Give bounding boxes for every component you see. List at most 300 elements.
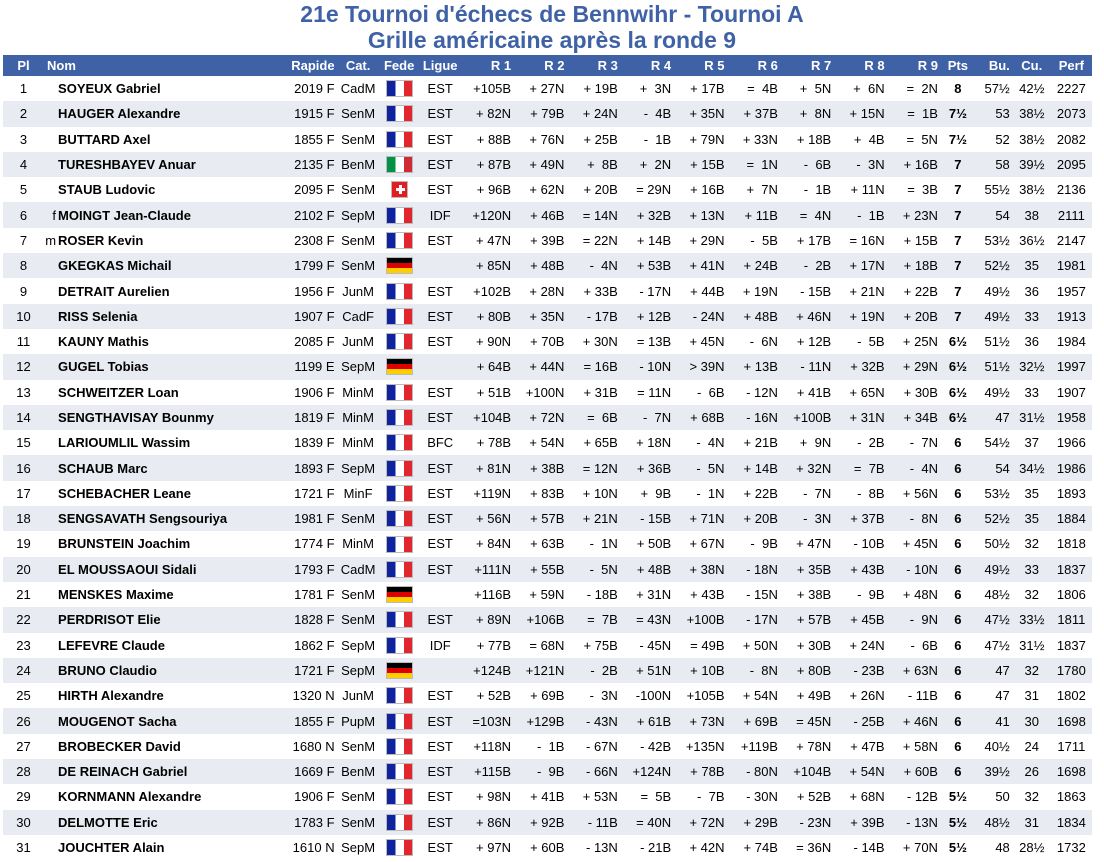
cumulative-cell: 39½	[1013, 152, 1051, 177]
points-cell: 6	[941, 607, 975, 632]
player-name: SOYEUX Gabriel	[58, 81, 161, 97]
round-result-cell: - 24N	[674, 304, 727, 329]
points-cell: 5½	[941, 810, 975, 835]
round-result-cell: - 23B	[834, 658, 887, 683]
title-mark: m	[45, 232, 57, 248]
round-result-cell: + 46B	[514, 202, 567, 227]
germany-flag-icon	[386, 586, 413, 603]
buchholz-cell: 54½	[975, 430, 1013, 455]
round-result-cell: + 21N	[834, 278, 887, 303]
round-result-cell: + 9N	[781, 430, 834, 455]
place-cell: 18	[3, 506, 44, 531]
round-result-cell: + 65B	[567, 430, 620, 455]
round-result-cell: +121N	[514, 658, 567, 683]
cumulative-cell: 42½	[1013, 76, 1051, 101]
round-result-cell: + 9B	[621, 481, 674, 506]
points-cell: 7	[941, 304, 975, 329]
league-cell: EST	[420, 481, 461, 506]
round-result-cell: + 76N	[514, 127, 567, 152]
round-result-cell: + 56N	[888, 481, 941, 506]
table-row	[3, 152, 1092, 177]
federation-cell	[379, 784, 420, 809]
federation-cell	[379, 76, 420, 101]
performance-cell: 1818	[1051, 531, 1092, 556]
round-result-cell: + 88B	[461, 127, 514, 152]
player-name-cell	[44, 734, 278, 759]
round-result-cell: - 17N	[621, 278, 674, 303]
category-cell: SenM	[338, 101, 379, 126]
cumulative-cell: 38½	[1013, 127, 1051, 152]
player-name-cell	[44, 557, 278, 582]
round-result-cell: + 20B	[888, 304, 941, 329]
round-result-cell: + 81N	[461, 455, 514, 480]
buchholz-cell: 51½	[975, 354, 1013, 379]
performance-cell: 1913	[1051, 304, 1092, 329]
round-result-cell: - 3N	[834, 152, 887, 177]
round-result-cell: + 39B	[834, 810, 887, 835]
round-result-cell: - 45N	[621, 633, 674, 658]
cumulative-cell: 28½	[1013, 835, 1051, 860]
buchholz-cell: 54	[975, 202, 1013, 227]
performance-cell: 1806	[1051, 582, 1092, 607]
place-cell: 14	[3, 405, 44, 430]
rating-cell: 1721 F	[278, 658, 338, 683]
column-header: Fede	[379, 55, 420, 76]
place-cell: 7	[3, 228, 44, 253]
performance-cell: 1837	[1051, 633, 1092, 658]
category-cell: JunM	[338, 329, 379, 354]
round-result-cell: + 12B	[621, 304, 674, 329]
round-result-cell: + 12B	[781, 329, 834, 354]
round-result-cell: + 78B	[674, 759, 727, 784]
player-name-cell	[44, 228, 278, 253]
table-row	[3, 810, 1092, 835]
round-result-cell: + 19B	[567, 76, 620, 101]
player-name: LARIOUMLIL Wassim	[58, 435, 191, 451]
round-result-cell: + 29N	[888, 354, 941, 379]
player-name-cell	[44, 708, 278, 733]
round-result-cell: - 11N	[781, 354, 834, 379]
round-result-cell: + 24N	[567, 101, 620, 126]
germany-flag-icon	[386, 358, 413, 375]
round-result-cell: +104B	[461, 405, 514, 430]
round-result-cell: + 65N	[834, 380, 887, 405]
player-name-cell	[44, 582, 278, 607]
round-result-cell: + 11B	[728, 202, 781, 227]
table-row	[3, 202, 1092, 227]
round-result-cell: + 31B	[567, 380, 620, 405]
category-cell: SepM	[338, 835, 379, 860]
league-cell: EST	[420, 810, 461, 835]
round-result-cell: - 8B	[834, 481, 887, 506]
round-result-cell: + 28N	[514, 278, 567, 303]
round-result-cell: + 97N	[461, 835, 514, 860]
buchholz-cell: 53	[975, 101, 1013, 126]
cumulative-cell: 33	[1013, 557, 1051, 582]
table-row	[3, 101, 1092, 126]
federation-cell	[379, 582, 420, 607]
column-header: Pts	[941, 55, 975, 76]
buchholz-cell: 57½	[975, 76, 1013, 101]
round-result-cell: - 42B	[621, 734, 674, 759]
player-name-cell	[44, 481, 278, 506]
player-name-cell	[44, 430, 278, 455]
player-name: HAUGER Alexandre	[58, 106, 181, 122]
player-name: ROSER Kevin	[58, 232, 144, 248]
round-result-cell: + 37B	[728, 101, 781, 126]
cumulative-cell: 38	[1013, 202, 1051, 227]
table-row	[3, 177, 1092, 202]
round-result-cell: + 90N	[461, 329, 514, 354]
place-cell: 12	[3, 354, 44, 379]
buchholz-cell: 53½	[975, 228, 1013, 253]
table-row	[3, 304, 1092, 329]
round-result-cell: + 4B	[834, 127, 887, 152]
points-cell: 6	[941, 759, 975, 784]
france-flag-icon	[386, 384, 413, 401]
round-result-cell: + 32N	[781, 455, 834, 480]
federation-cell	[379, 481, 420, 506]
round-result-cell: - 18N	[728, 557, 781, 582]
federation-cell	[379, 633, 420, 658]
round-result-cell: +129B	[514, 708, 567, 733]
place-cell: 16	[3, 455, 44, 480]
table-row	[3, 708, 1092, 733]
federation-cell	[379, 506, 420, 531]
round-result-cell: - 2B	[567, 658, 620, 683]
player-name: JOUCHTER Alain	[58, 840, 165, 856]
round-result-cell: + 60B	[888, 759, 941, 784]
performance-cell: 1984	[1051, 329, 1092, 354]
league-cell: EST	[420, 607, 461, 632]
round-result-cell: - 3N	[567, 683, 620, 708]
player-name: SENGTHAVISAY Bounmy	[58, 410, 214, 425]
cumulative-cell: 38½	[1013, 101, 1051, 126]
points-cell: 7	[941, 177, 975, 202]
performance-cell: 1958	[1051, 405, 1092, 430]
page-title-block	[0, 0, 1104, 53]
points-cell: 6	[941, 734, 975, 759]
round-result-cell: + 23N	[888, 202, 941, 227]
place-cell: 29	[3, 784, 44, 809]
round-result-cell: - 15B	[781, 278, 834, 303]
round-result-cell: + 39B	[514, 228, 567, 253]
points-cell: 7	[941, 228, 975, 253]
france-flag-icon	[386, 207, 413, 224]
category-cell: SenM	[338, 607, 379, 632]
points-cell: 6	[941, 582, 975, 607]
round-result-cell: - 66N	[567, 759, 620, 784]
round-result-cell: - 6B	[674, 380, 727, 405]
france-flag-icon	[386, 80, 413, 97]
buchholz-cell: 48	[975, 835, 1013, 860]
place-cell: 17	[3, 481, 44, 506]
league-cell: EST	[420, 101, 461, 126]
round-result-cell: + 14B	[621, 228, 674, 253]
round-result-cell: + 30B	[888, 380, 941, 405]
round-result-cell: - 9B	[514, 759, 567, 784]
federation-cell	[379, 531, 420, 556]
points-cell: 6	[941, 708, 975, 733]
france-flag-icon	[386, 637, 413, 654]
round-result-cell: = 40N	[621, 810, 674, 835]
round-result-cell: - 11B	[567, 810, 620, 835]
round-result-cell: + 14B	[728, 455, 781, 480]
round-result-cell: + 84N	[461, 531, 514, 556]
round-result-cell: +105B	[674, 683, 727, 708]
category-cell: SenM	[338, 506, 379, 531]
cumulative-cell: 35	[1013, 506, 1051, 531]
round-result-cell: +111N	[461, 557, 514, 582]
round-result-cell: + 22B	[888, 278, 941, 303]
points-cell: 7	[941, 202, 975, 227]
points-cell: 7½	[941, 101, 975, 126]
round-result-cell: = 13B	[621, 329, 674, 354]
round-result-cell: + 17N	[834, 253, 887, 278]
cumulative-cell: 24	[1013, 734, 1051, 759]
cumulative-cell: 34½	[1013, 455, 1051, 480]
rating-cell: 1893 F	[278, 455, 338, 480]
france-flag-icon	[386, 460, 413, 477]
round-result-cell: + 79N	[674, 127, 727, 152]
player-name: LEFEVRE Claude	[58, 637, 165, 653]
player-name-cell	[44, 633, 278, 658]
league-cell: EST	[420, 152, 461, 177]
buchholz-cell: 41	[975, 708, 1013, 733]
league-cell: EST	[420, 734, 461, 759]
round-result-cell: +106B	[514, 607, 567, 632]
round-result-cell: + 29B	[728, 810, 781, 835]
round-result-cell: - 5B	[728, 228, 781, 253]
round-result-cell: + 68B	[674, 405, 727, 430]
round-result-cell: - 7N	[621, 405, 674, 430]
round-result-cell: + 77B	[461, 633, 514, 658]
round-result-cell: - 16N	[728, 405, 781, 430]
round-result-cell: - 18B	[567, 582, 620, 607]
column-header: Ligue	[420, 55, 461, 76]
rating-cell: 1669 F	[278, 759, 338, 784]
round-result-cell: + 60B	[514, 835, 567, 860]
performance-cell: 1966	[1051, 430, 1092, 455]
player-name: MOUGENOT Sacha	[58, 713, 177, 729]
round-result-cell: + 96B	[461, 177, 514, 202]
buchholz-cell: 50	[975, 784, 1013, 809]
round-result-cell: + 45N	[674, 329, 727, 354]
round-result-cell: - 8N	[888, 506, 941, 531]
player-name: SENGSAVATH Sengsouriya	[58, 511, 228, 527]
league-cell	[420, 658, 461, 683]
player-name-cell	[44, 835, 278, 860]
player-name: BRUNO Claudio	[58, 662, 157, 678]
round-result-cell: + 11N	[834, 177, 887, 202]
rating-cell: 2085 F	[278, 329, 338, 354]
player-name-cell	[44, 380, 278, 405]
table-row	[3, 784, 1092, 809]
round-result-cell: + 31N	[621, 582, 674, 607]
league-cell: EST	[420, 278, 461, 303]
round-result-cell: +102B	[461, 278, 514, 303]
performance-cell: 1732	[1051, 835, 1092, 860]
category-cell: BenM	[338, 152, 379, 177]
france-flag-icon	[386, 333, 413, 350]
player-name: RISS Selenia	[58, 308, 138, 324]
round-result-cell: = 2N	[888, 76, 941, 101]
round-result-cell: + 7N	[728, 177, 781, 202]
player-name-cell	[44, 658, 278, 683]
league-cell: EST	[420, 455, 461, 480]
round-result-cell: - 1N	[674, 481, 727, 506]
table-row	[3, 380, 1092, 405]
round-result-cell: = 11N	[621, 380, 674, 405]
round-result-cell: +116B	[461, 582, 514, 607]
round-result-cell: + 57B	[514, 506, 567, 531]
round-result-cell: + 72N	[514, 405, 567, 430]
round-result-cell: + 36B	[621, 455, 674, 480]
round-result-cell: - 4N	[888, 455, 941, 480]
column-header: R 9	[888, 55, 941, 76]
table-row	[3, 582, 1092, 607]
buchholz-cell: 48½	[975, 810, 1013, 835]
cumulative-cell: 36½	[1013, 228, 1051, 253]
performance-cell: 1997	[1051, 354, 1092, 379]
player-name: DETRAIT Aurelien	[58, 283, 170, 299]
league-cell: EST	[420, 304, 461, 329]
federation-cell	[379, 228, 420, 253]
column-header: R 6	[728, 55, 781, 76]
round-result-cell: - 30N	[728, 784, 781, 809]
round-result-cell: +100B	[781, 405, 834, 430]
league-cell: EST	[420, 531, 461, 556]
column-header: Pl	[3, 55, 44, 76]
column-header: Bu.	[975, 55, 1013, 76]
column-header: Cat.	[338, 55, 379, 76]
rating-cell: 1721 F	[278, 481, 338, 506]
round-result-cell: + 74B	[728, 835, 781, 860]
player-name-cell	[44, 405, 278, 430]
rating-cell: 2135 F	[278, 152, 338, 177]
table-row	[3, 683, 1092, 708]
place-cell: 23	[3, 633, 44, 658]
round-result-cell: + 54N	[514, 430, 567, 455]
buchholz-cell: 54	[975, 455, 1013, 480]
round-result-cell: + 85N	[461, 253, 514, 278]
round-result-cell: + 48B	[728, 304, 781, 329]
league-cell: EST	[420, 784, 461, 809]
round-result-cell: - 11B	[888, 683, 941, 708]
round-result-cell: - 67N	[567, 734, 620, 759]
buchholz-cell: 52½	[975, 506, 1013, 531]
player-name-cell	[44, 304, 278, 329]
place-cell: 25	[3, 683, 44, 708]
round-result-cell: + 24N	[834, 633, 887, 658]
performance-cell: 2073	[1051, 101, 1092, 126]
category-cell: MinM	[338, 430, 379, 455]
round-result-cell: = 16B	[567, 354, 620, 379]
place-cell: 8	[3, 253, 44, 278]
player-name: DELMOTTE Eric	[58, 814, 158, 830]
round-result-cell: +135N	[674, 734, 727, 759]
round-result-cell: - 1B	[781, 177, 834, 202]
round-result-cell: - 9N	[888, 607, 941, 632]
buchholz-cell: 55½	[975, 177, 1013, 202]
round-result-cell: + 54N	[834, 759, 887, 784]
table-row	[3, 228, 1092, 253]
round-result-cell: + 32B	[834, 354, 887, 379]
points-cell: 6	[941, 557, 975, 582]
round-result-cell: + 48N	[888, 582, 941, 607]
round-result-cell: + 53B	[621, 253, 674, 278]
table-row	[3, 658, 1092, 683]
round-result-cell: = 43N	[621, 607, 674, 632]
federation-cell	[379, 759, 420, 784]
cumulative-cell: 32½	[1013, 354, 1051, 379]
round-result-cell: + 18N	[621, 430, 674, 455]
federation-cell	[379, 127, 420, 152]
round-result-cell: = 36N	[781, 835, 834, 860]
performance-cell: 1698	[1051, 708, 1092, 733]
rating-cell: 1680 N	[278, 734, 338, 759]
round-result-cell: = 29N	[621, 177, 674, 202]
table-row	[3, 835, 1092, 860]
place-cell: 4	[3, 152, 44, 177]
performance-cell: 1698	[1051, 759, 1092, 784]
page-subtitle: Grille américaine après la ronde 9	[367, 27, 737, 53]
federation-cell	[379, 202, 420, 227]
rating-cell: 1781 F	[278, 582, 338, 607]
round-result-cell: + 10N	[567, 481, 620, 506]
round-result-cell: - 7B	[674, 784, 727, 809]
place-cell: 13	[3, 380, 44, 405]
round-result-cell: +124N	[621, 759, 674, 784]
category-cell: MinM	[338, 405, 379, 430]
round-result-cell: - 12N	[728, 380, 781, 405]
column-header: R 8	[834, 55, 887, 76]
cumulative-cell: 38½	[1013, 177, 1051, 202]
buchholz-cell: 58	[975, 152, 1013, 177]
round-result-cell: + 47N	[461, 228, 514, 253]
round-result-cell: - 25B	[834, 708, 887, 733]
place-cell: 2	[3, 101, 44, 126]
rating-cell: 1862 F	[278, 633, 338, 658]
round-result-cell: + 70B	[514, 329, 567, 354]
league-cell: EST	[420, 835, 461, 860]
round-result-cell: + 78N	[781, 734, 834, 759]
round-result-cell: +119B	[728, 734, 781, 759]
place-cell: 31	[3, 835, 44, 860]
column-header: Cu.	[1013, 55, 1051, 76]
league-cell: BFC	[420, 430, 461, 455]
federation-cell	[379, 455, 420, 480]
round-result-cell: + 27N	[514, 76, 567, 101]
rating-cell: 1793 F	[278, 557, 338, 582]
round-result-cell: -100N	[621, 683, 674, 708]
buchholz-cell: 48½	[975, 582, 1013, 607]
rating-cell: 2102 F	[278, 202, 338, 227]
league-cell	[420, 253, 461, 278]
points-cell: 6	[941, 506, 975, 531]
player-name: SCHWEITZER Loan	[58, 384, 179, 400]
league-cell: EST	[420, 329, 461, 354]
round-result-cell: + 63N	[888, 658, 941, 683]
round-result-cell: - 6B	[781, 152, 834, 177]
table-row	[3, 557, 1092, 582]
player-name-cell	[44, 177, 278, 202]
round-result-cell: + 35N	[514, 304, 567, 329]
round-result-cell: = 7B	[567, 607, 620, 632]
league-cell: EST	[420, 228, 461, 253]
rating-cell: 1981 F	[278, 506, 338, 531]
round-result-cell: - 5B	[834, 329, 887, 354]
